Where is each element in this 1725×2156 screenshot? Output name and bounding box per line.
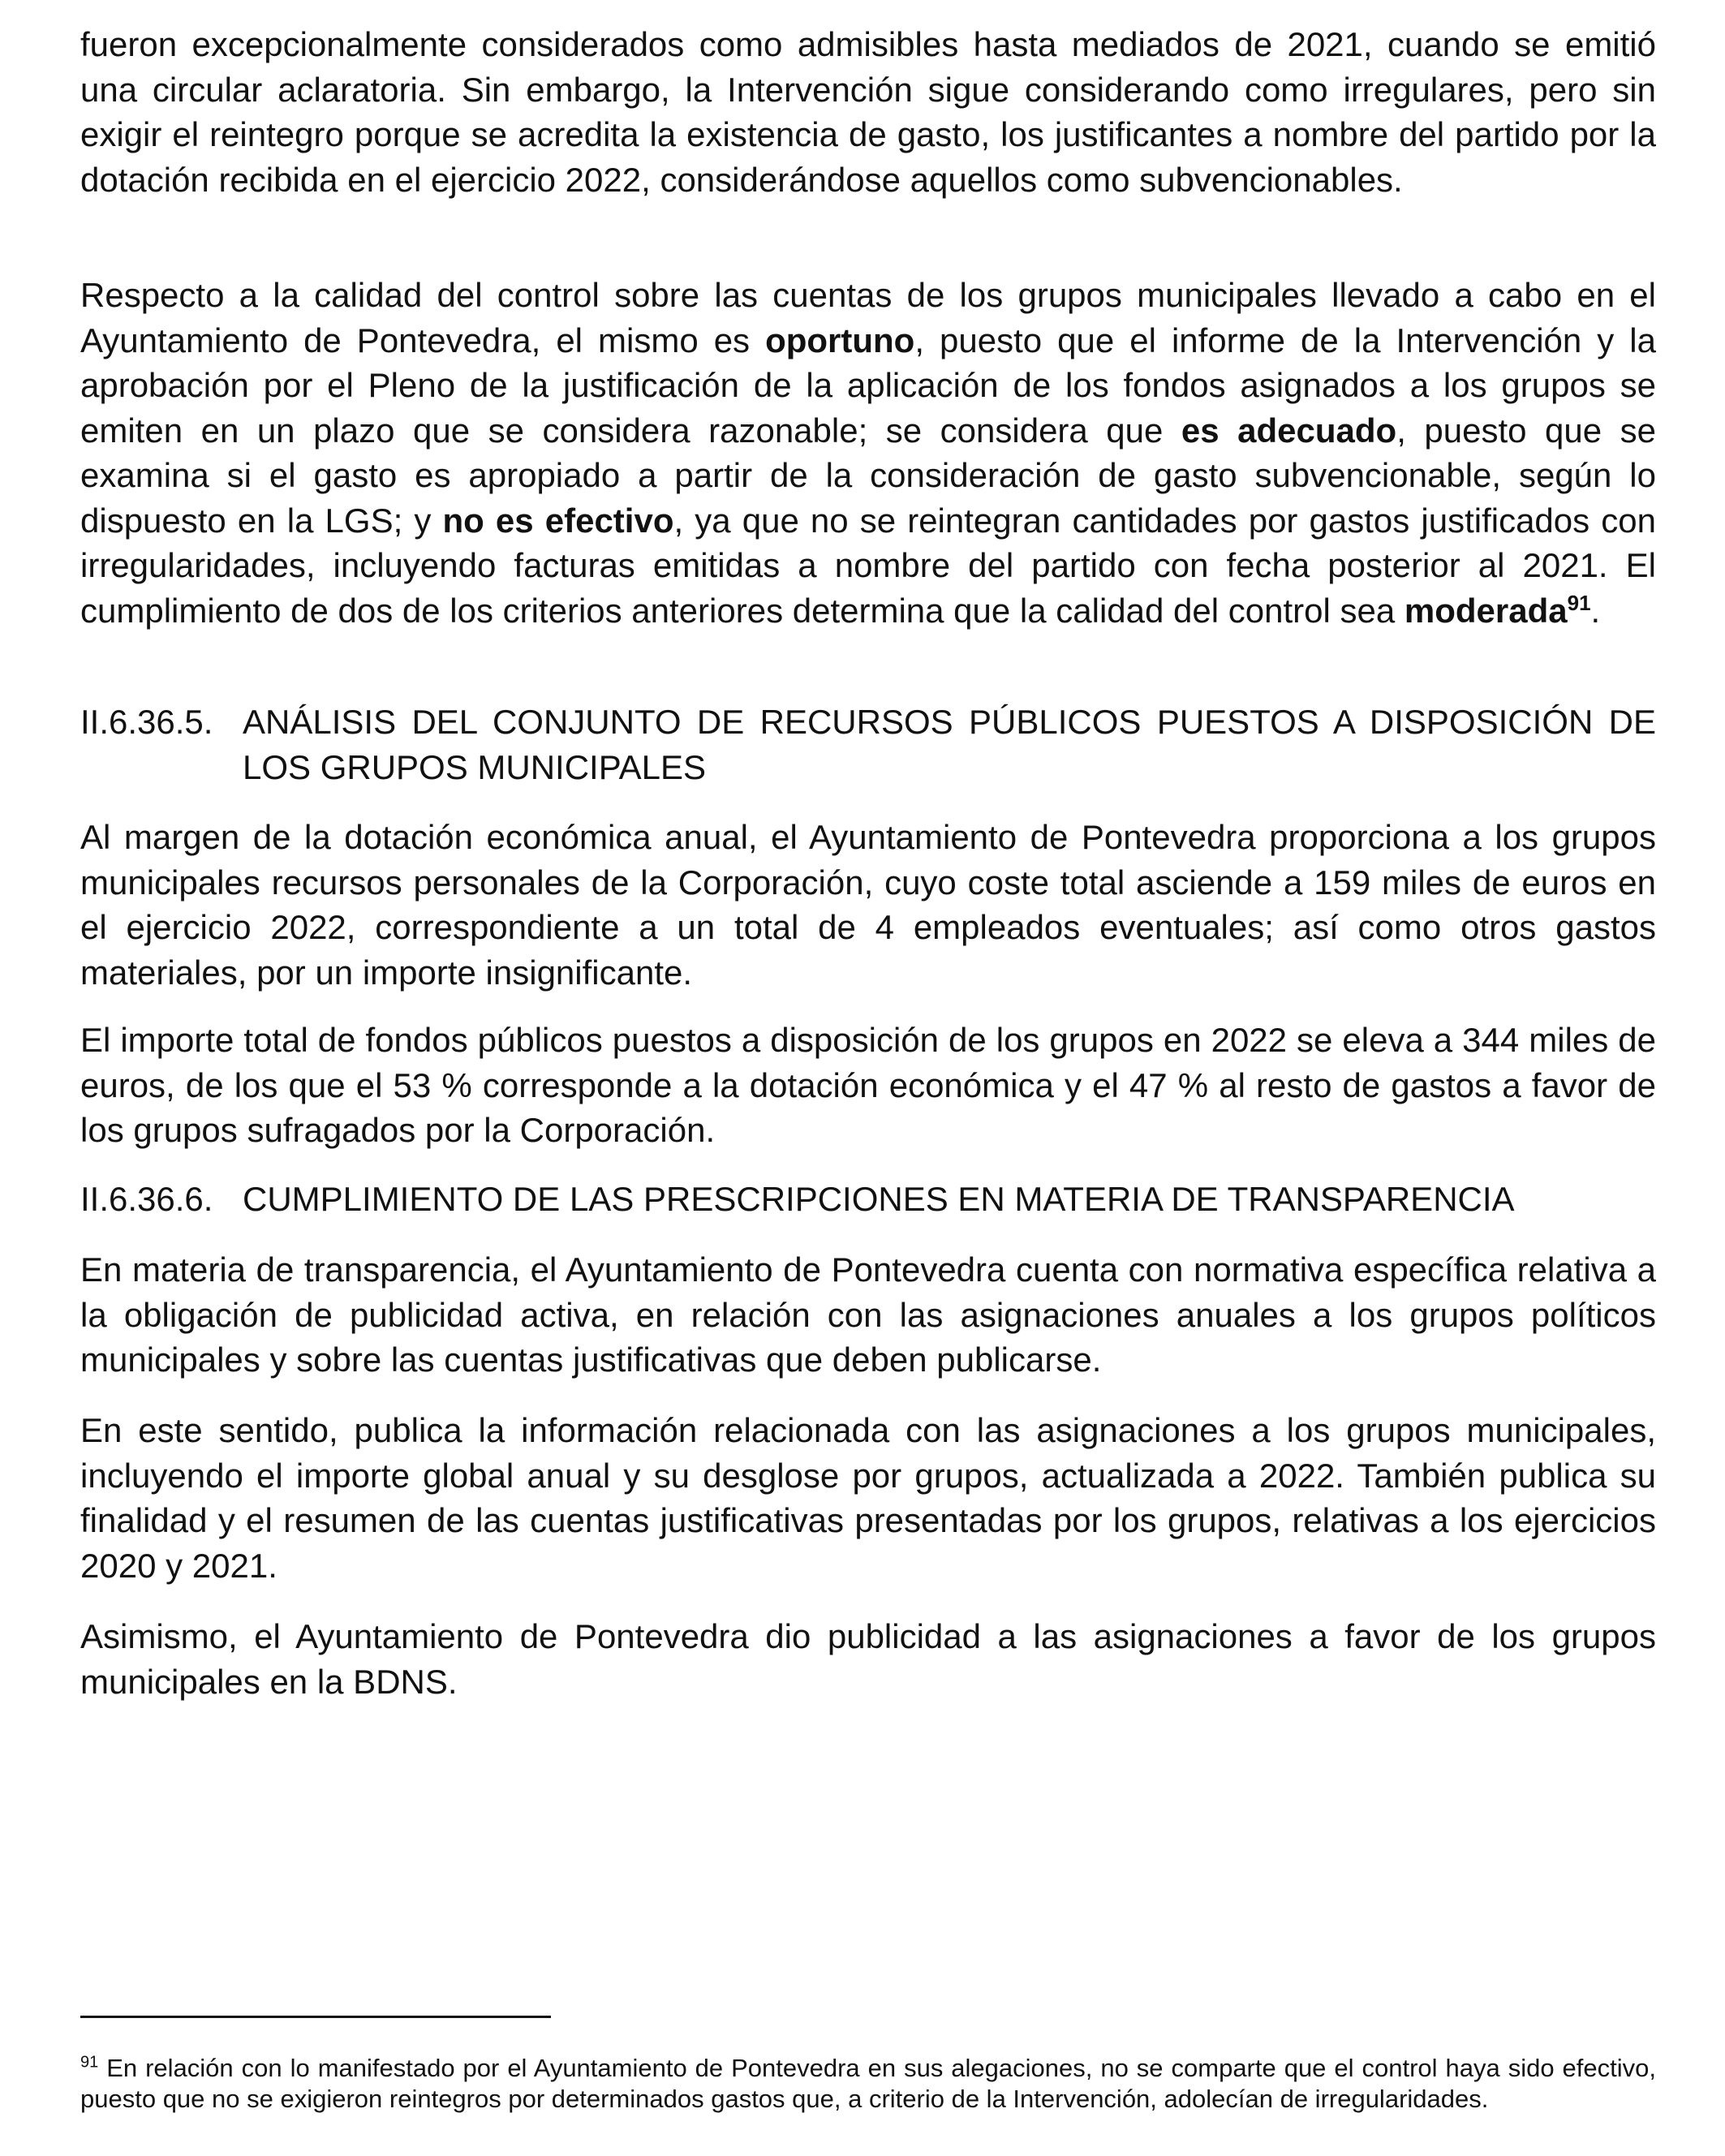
footnote-reference[interactable]: 91: [1567, 590, 1591, 615]
section-heading-transparency: [80, 1177, 1656, 1222]
body-paragraph-1: fueron excepcionalmente considerados como admisibles hasta mediados de 2021, cuando se emitió una circular aclaratoria. Sin embargo, la Intervención sigue considerando como irregulares, pero sin exigir el reintegro porque se acredita la existencia de gasto, los justificantes a nombre del partido por la dotación recibida en el ejercicio 2022, considerándose aquellos como subvencionables.: [80, 25, 1656, 199]
text-segment: .: [1590, 591, 1601, 630]
text-segment: , puesto que se examina si el gasto es apropiado a partir de la consideración de gasto subvencionable, según lo dispuesto en la LGS; y: [80, 411, 1656, 540]
section-title: CUMPLIMIENTO DE LAS PRESCRIPCIONES EN MATERIA DE TRANSPARENCIA: [243, 1180, 1515, 1218]
body-paragraph-bdns: Asimismo, el Ayuntamiento de Pontevedra dio publicidad a las asignaciones a favor de los grupos municipales en la BDNS.: [80, 1617, 1656, 1701]
text-segment: Respecto a la calidad del control sobre las cuentas de los grupos municipales llevado a cabo en el Ayuntamiento de Pontevedra, el mismo es: [80, 276, 1656, 359]
section-heading-resources: [80, 699, 1656, 790]
bold-term-es-adecuado: es adecuado: [1181, 411, 1397, 450]
body-paragraph-publication: En este sentido, publica la información relacionada con las asignaciones a los grupos municipales, incluyendo el importe global anual y su desglose por grupos, actualizada a 2022. También publica su finalidad y el resumen de las cuentas justificativas presentadas por los grupos, relativas a los ejercicios 2020 y 2021.: [80, 1411, 1656, 1585]
bold-term-no-es-efectivo: no es efectivo: [442, 501, 674, 540]
section-number: II.6.36.6.: [80, 1180, 213, 1218]
body-paragraph-resources: Al margen de la dotación económica anual, el Ayuntamiento de Pontevedra proporciona a los grupos municipales recursos personales de la Corporación, cuyo coste total asciende a 159 miles de euros en el ejercicio 2022, correspondiente a un total de 4 empleados eventuales; así como otros gastos materiales, por un importe insignificante.: [80, 818, 1656, 992]
footnote-number: 91: [80, 2053, 99, 2072]
bold-term-moderada: moderada: [1404, 591, 1568, 630]
section-title: ANÁLISIS DEL CONJUNTO DE RECURSOS PÚBLICOS PUESTOS A DISPOSICIÓN DE LOS GRUPOS MUNICIPALES: [243, 703, 1656, 786]
body-paragraph-total-funds: El importe total de fondos públicos puestos a disposición de los grupos en 2022 se eleva a 344 miles de euros, de los que el 53 % corresponde a la dotación económica y el 47 % al resto de gastos a favor de los grupos sufragados por la Corporación.: [80, 1021, 1656, 1149]
text-segment: , puesto que el informe de la Intervención y la aprobación por el Pleno de la justificación de la aplicación de los fondos asignados a los grupos se emiten en un plazo que se considera razonable; se considera que: [80, 321, 1656, 450]
footnote-separator: [80, 2016, 551, 2018]
footnote-text: En relación con lo manifestado por el Ayuntamiento de Pontevedra en sus alegaciones, no se comparte que el control haya sido efectivo, puesto que no se exigieron reintegros por determinados gastos que, a criterio de la Intervención, adolecían de irregularidades.: [80, 2054, 1656, 2113]
text-segment: , ya que no se reintegran cantidades por gastos justificados con irregularidades, incluyendo facturas emitidas a nombre del partido con fecha posterior al 2021. El cumplimiento de dos de los criterios anteriores determina que la calidad del control sea: [80, 501, 1656, 630]
section-number: II.6.36.5.: [80, 703, 213, 741]
bold-term-oportuno: oportuno: [765, 321, 915, 359]
body-paragraph-transparency: En materia de transparencia, el Ayuntamiento de Pontevedra cuenta con normativa específica relativa a la obligación de publicidad activa, en relación con las asignaciones anuales a los grupos políticos municipales y sobre las cuentas justificativas que deben publicarse.: [80, 1250, 1656, 1379]
body-paragraph-control-quality: [80, 273, 1656, 633]
footnote: [80, 2053, 1656, 2115]
